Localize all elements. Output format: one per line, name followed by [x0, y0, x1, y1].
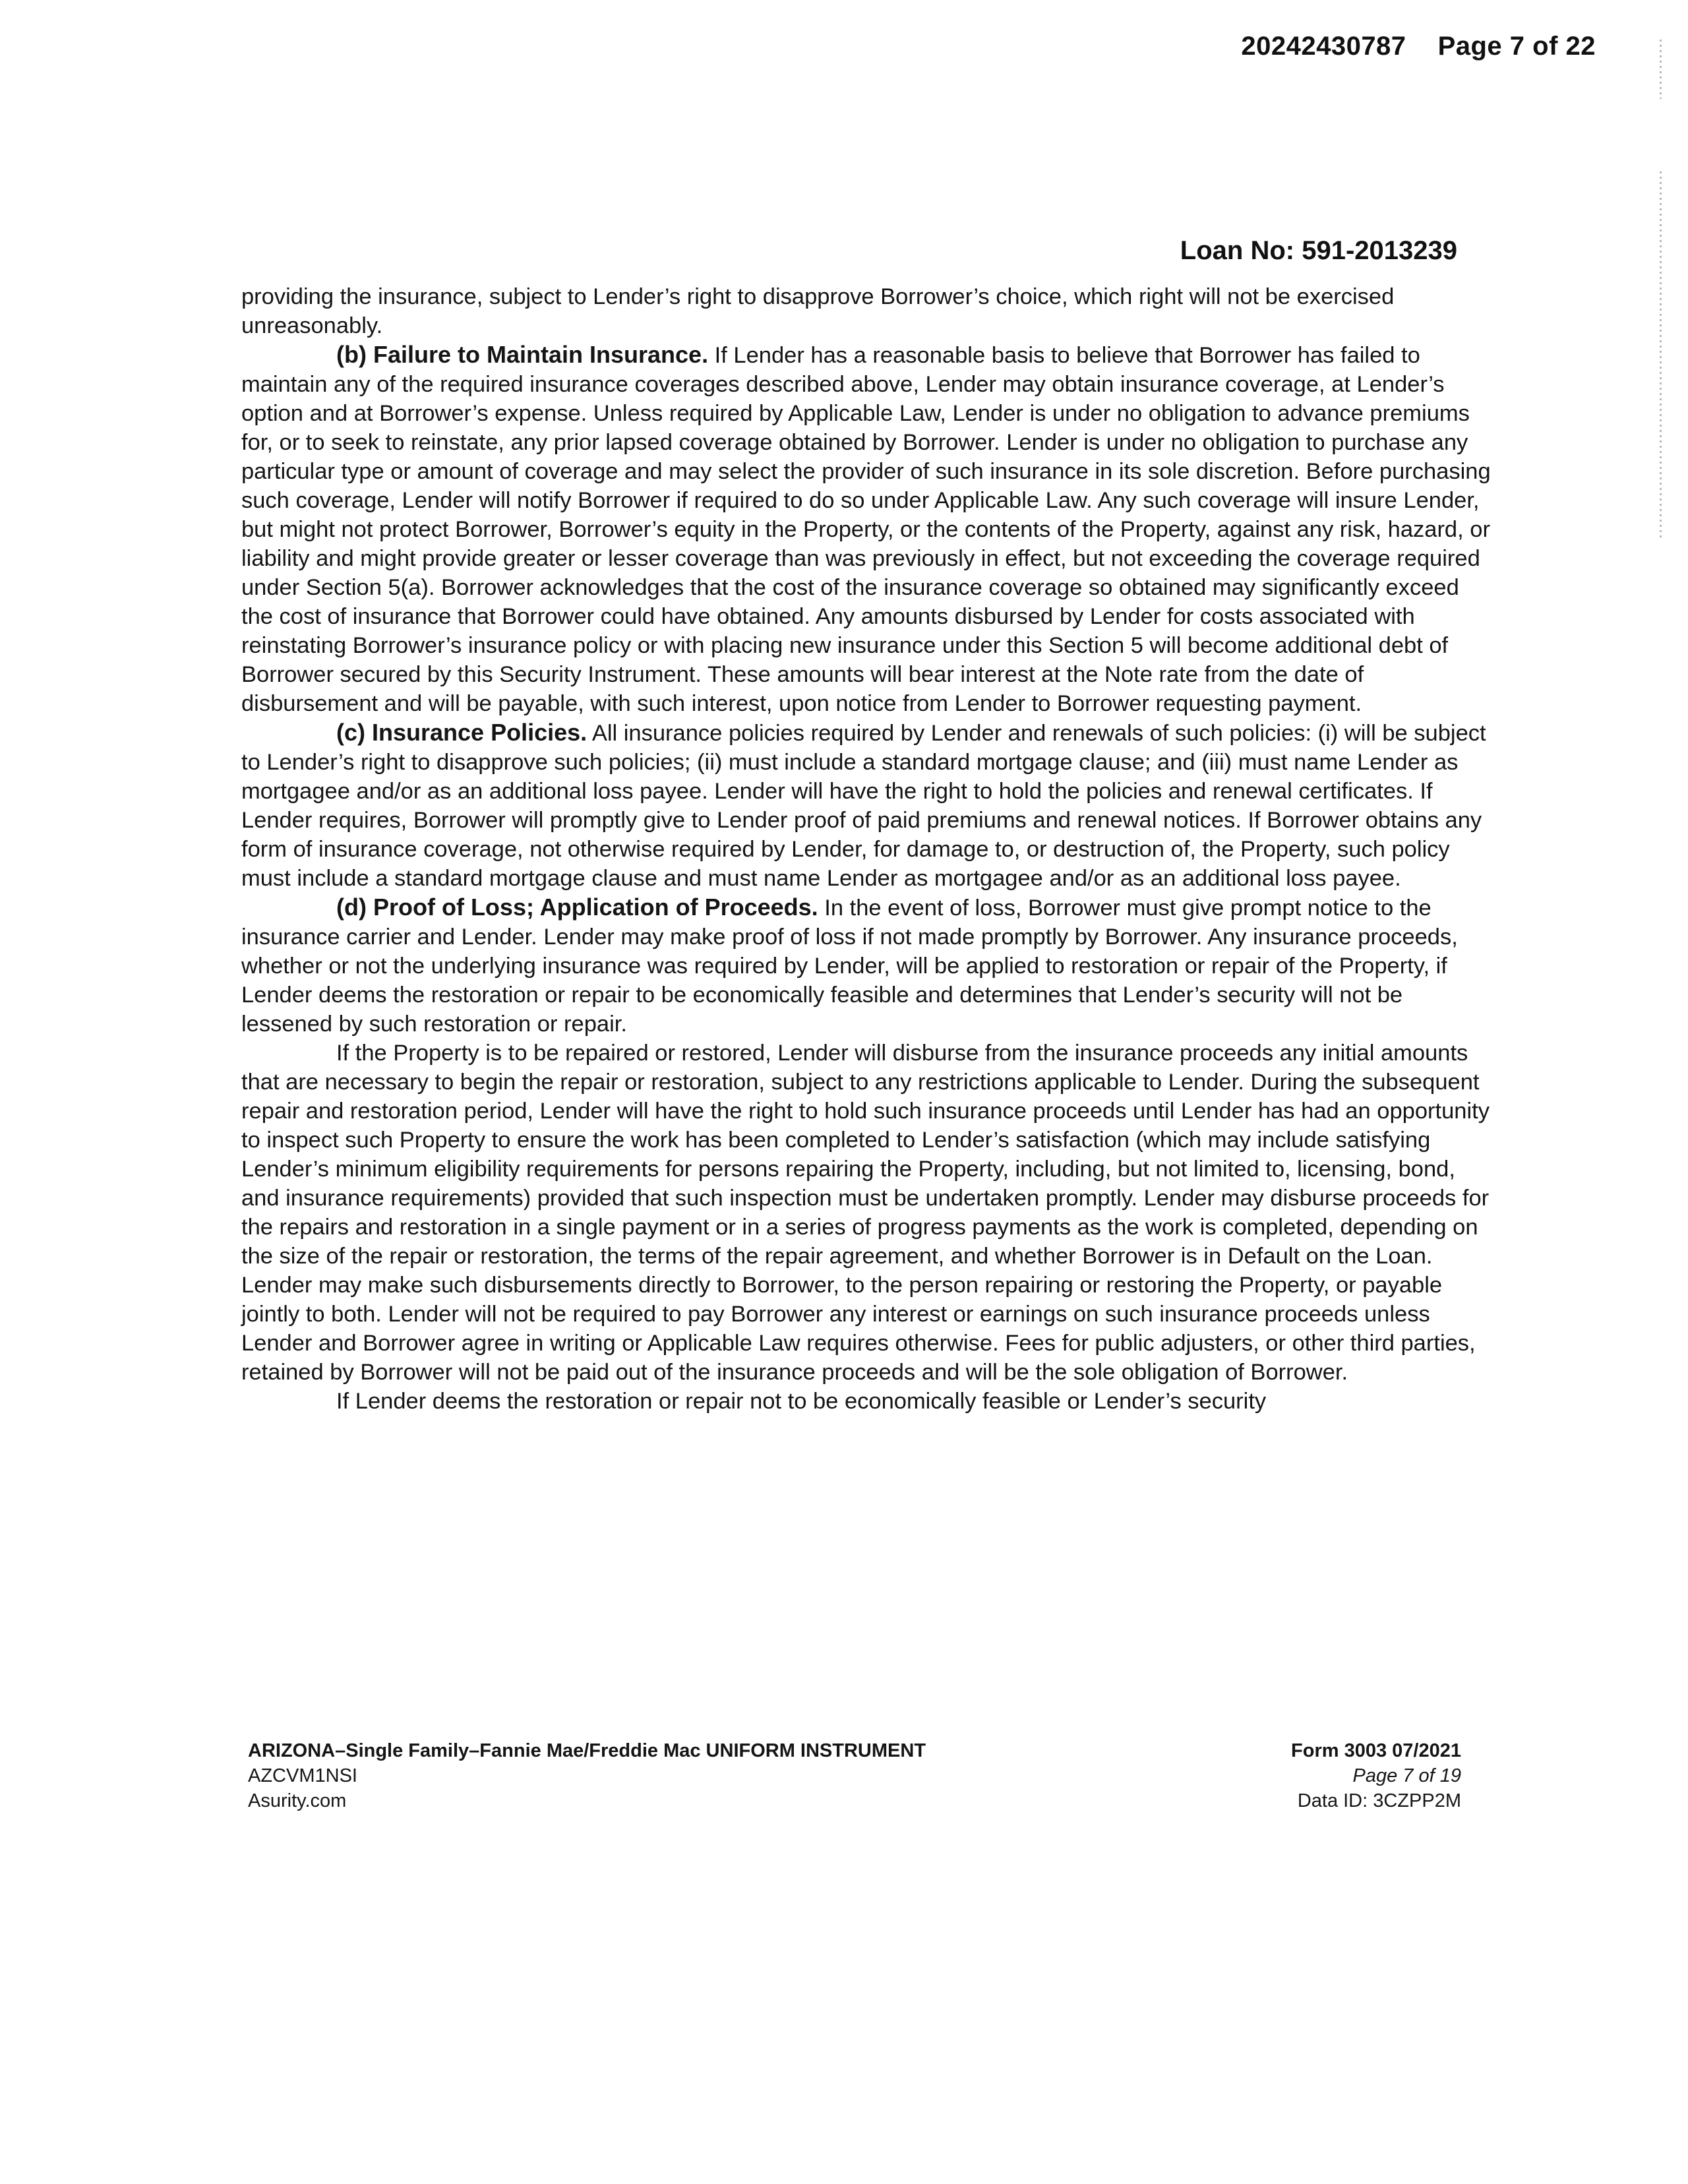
- document-body: [241, 282, 1494, 1416]
- footer-page-number: Page 7 of 19: [1352, 1765, 1461, 1786]
- footer-doc-code: AZCVM1NSI: [248, 1765, 357, 1786]
- section-heading-d: (d) Proof of Loss; Application of Proceeds.: [336, 894, 818, 921]
- section-heading-b: (b) Failure to Maintain Insurance.: [336, 341, 709, 368]
- scan-edge-mark: [1660, 40, 1662, 99]
- section-failure-to-maintain: [241, 340, 1494, 718]
- page-indicator: Page 7 of 22: [1437, 32, 1596, 61]
- paragraph-not-feasible: If Lender deems the restoration or repair not to be economically feasible or Lender’s security: [336, 1389, 1267, 1414]
- section-text-d: In the event of loss, Borrower must give prompt notice to the insurance carrier and Lender. Lender may make proof of loss if not made promptly by Borrower. Any insurance proceeds, whether or not the underlying insurance was required by Lender, will be applied to restoration or repair of the Property, if Lender deems the restoration or repair to be economically feasible and determines that Lender’s security will not be lessened by such restoration or repair.: [241, 895, 1458, 1037]
- footer-data-id: Data ID: 3CZPP2M: [1297, 1790, 1461, 1811]
- footer-instrument-info: [248, 1738, 926, 1813]
- recording-header: [1241, 32, 1596, 61]
- loan-number: Loan No: 591-2013239: [1180, 236, 1457, 265]
- paragraph-insurer-choice: providing the insurance, subject to Lender’s right to disapprove Borrower’s choice, which right will not be exercised unreasonably.: [241, 284, 1395, 338]
- section-proof-of-loss: [241, 893, 1494, 1039]
- footer-vendor: Asurity.com: [248, 1790, 347, 1811]
- footer-form-info: [1291, 1738, 1461, 1813]
- section-heading-c: (c) Insurance Policies.: [336, 719, 588, 746]
- section-text-b: If Lender has a reasonable basis to believe that Borrower has failed to maintain any of the required insurance coverages described above, Lender may obtain insurance coverage, at Lender’s option and at Borrower’s expense. Unless required by Applicable Law, Lender is under no obligation to advance premiums for, or to seek to reinstate, any prior lapsed coverage obtained by Borrower. Lender is under no obligation to purchase any particular type or amount of coverage and may select the provider of such insurance in its sole discretion. Before purchasing such coverage, Lender will notify Borrower if required to do so under Applicable Law. Any such coverage will insure Lender, but might not protect Borrower, Borrower’s equity in the Property, or the contents of the Property, against any risk, hazard, or liability and might provide greater or lesser coverage than was previously in effect, but not exceeding the coverage required under Section 5(a). Borrower acknowledges that the cost of the insurance coverage so obtained may significantly exceed the cost of insurance that Borrower could have obtained. Any amounts disbursed by Lender for costs associated with reinstating Borrower’s insurance policy or with placing new insurance under this Section 5 will become additional debt of Borrower secured by this Security Instrument. These amounts will bear interest at the Note rate from the date of disbursement and will be payable, with such interest, upon notice from Lender to Borrower requesting payment.: [241, 343, 1491, 716]
- footer-instrument-title: ARIZONA–Single Family–Fannie Mae/Freddie Mac UNIFORM INSTRUMENT: [248, 1740, 926, 1761]
- paragraph-repair-restoration: If the Property is to be repaired or restored, Lender will disburse from the insurance proceeds any initial amounts that are necessary to begin the repair or restoration, subject to any restrictions applicable to Lender. During the subsequent repair and restoration period, Lender will have the right to hold such insurance proceeds until Lender has had an opportunity to inspect such Property to ensure the work has been completed to Lender’s satisfaction (which may include satisfying Lender’s minimum eligibility requirements for persons repairing the Property, including, but not limited to, licensing, bond, and insurance requirements) provided that such inspection must be undertaken promptly. Lender may disburse proceeds for the repairs and restoration in a single payment or in a series of progress payments as the work is completed, depending on the size of the repair or restoration, the terms of the repair agreement, and whether Borrower is in Default on the Loan. Lender may make such disbursements directly to Borrower, to the person repairing or restoring the Property, or payable jointly to both. Lender will not be required to pay Borrower any interest or earnings on such insurance proceeds unless Lender and Borrower agree in writing or Applicable Law requires otherwise. Fees for public adjusters, or other third parties, retained by Borrower will not be paid out of the insurance proceeds and will be the sole obligation of Borrower.: [241, 1041, 1490, 1385]
- section-insurance-policies: [241, 718, 1494, 893]
- scan-edge-mark: [1660, 171, 1662, 541]
- footer-form-number: Form 3003 07/2021: [1291, 1740, 1461, 1761]
- section-text-c: All insurance policies required by Lender and renewals of such policies: (i) will be subject to Lender’s right to disapprove such policies; (ii) must include a standard mortgage clause; and (iii) must name Lender as mortgagee and/or as an additional loss payee. Lender will have the right to hold the policies and renewal certificates. If Lender requires, Borrower will promptly give to Lender proof of paid premiums and renewal notices. If Borrower obtains any form of insurance coverage, not otherwise required by Lender, for damage to, or destruction of, the Property, such policy must include a standard mortgage clause and must name Lender as mortgagee and/or as an additional loss payee.: [241, 721, 1486, 891]
- recording-number: 20242430787: [1241, 32, 1406, 61]
